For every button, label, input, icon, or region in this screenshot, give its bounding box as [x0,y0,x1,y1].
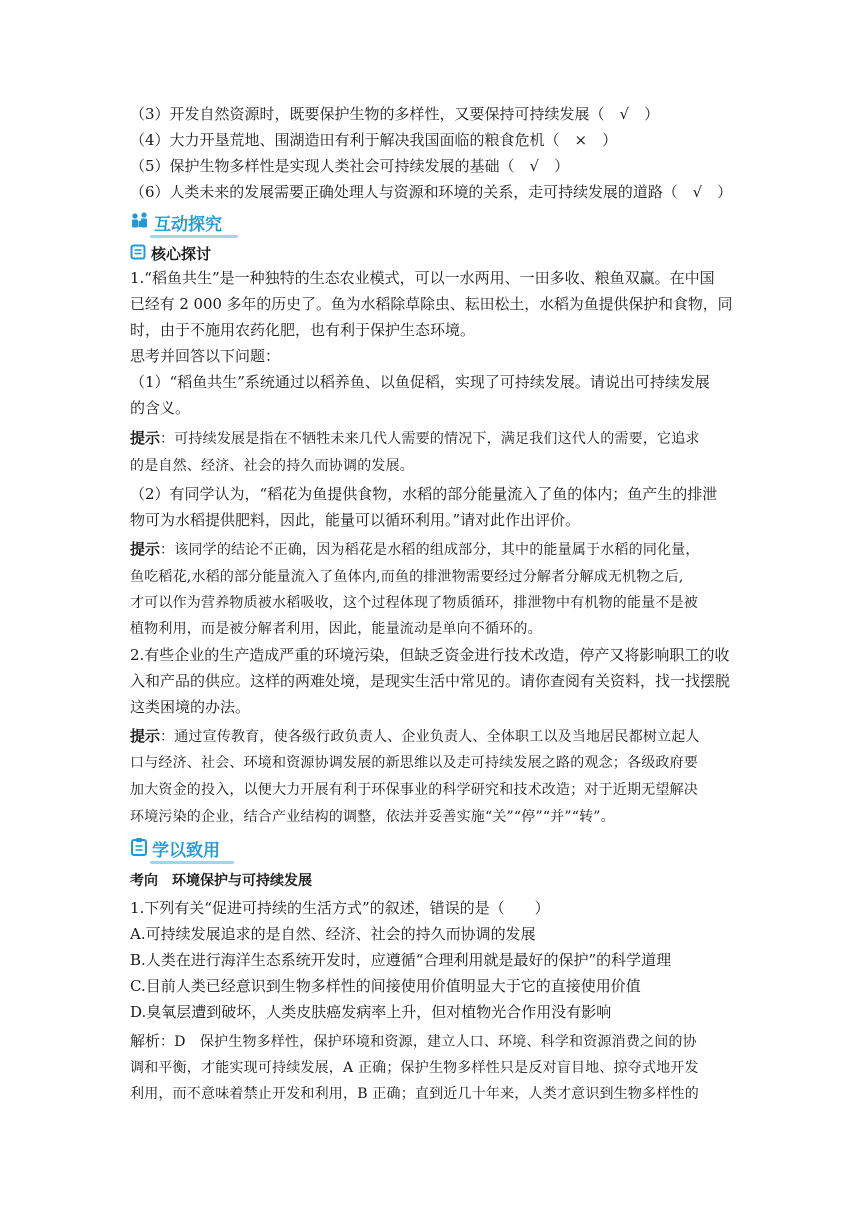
judge-item-6: （6）人类未来的发展需要正确处理人与资源和环境的关系，走可持续发展的道路（ √ ） [130,183,733,201]
topic-title: 考向 环境保护与可持续发展 [130,873,312,889]
analysis-line-3: 利用，而不意味着禁止开发和利用，B 正确；直到近几十年来，人类才意识到生物多样性的 [130,1086,699,1102]
judge-item-5: （5）保护生物多样性是实现人类社会可持续发展的基础（ √ ） [130,157,570,175]
hint-label: 提示 [130,727,161,745]
hint-text: ：可持续发展是指在不牺牲未来几代人需要的情况下，满足我们这代人的需要，它追求 [160,431,700,447]
mcq-option-a: A.可持续发展追求的是自然、经济、社会的持久而协调的发展 [130,925,536,943]
subsection-title-core [130,243,211,264]
hint1-line-1 [130,428,700,449]
judge-item-4: （4）大力开垦荒地、围湖造田有利于解决我国面临的粮食危机（ × ） [130,131,618,149]
section-title-apply [130,836,220,861]
hint2-line-3: 才可以作为营养物质被水稻吸收，这个过程体现了物质循环，排泄物中有机物的能量不是被 [130,595,698,611]
analysis-text: ：D 保护生物多样性，保护环境和资源，建立人口、环境、科学和资源消费之间的协 [160,1034,697,1050]
title-underline [150,861,234,864]
hint-text: ：通过宣传教育，使各级行政负责人、企业负责人、全体职工以及当地居民都树立起人 [160,729,700,745]
q2-line-3: 这类困境的办法。 [130,698,251,716]
hint3-line-1 [130,726,700,747]
hint3-line-4: 环境污染的企业，结合产业结构的调整，依法并妥善实施“关”“停”“并”“转”。 [130,809,615,825]
q1-1-line-2: 的含义。 [130,399,191,417]
hint-text: ：该同学的结论不正确，因为稻花是水稻的组成部分，其中的能量属于水稻的同化量， [160,542,700,558]
q1-line-2: 已经有 2 000 多年的历史了。鱼为水稻除草除虫、耘田松土，水稻为鱼提供保护和食物，同 [130,295,733,313]
book-icon [130,244,146,264]
mcq-option-c: C.目前人类已经意识到生物多样性的间接使用价值明显大于它的直接使用价值 [130,977,641,995]
think-prompt: 思考并回答以下问题： [130,347,281,365]
hint1-line-2: 的是自然、经济、社会的持久而协调的发展。 [130,458,414,474]
q1-2-line-2: 物可为水稻提供肥料，因此，能量可以循环利用。”请对此作出评价。 [130,511,581,529]
hint2-line-2: 鱼吃稻花,水稻的部分能量流入了鱼体内,而鱼的排泄物需要经过分解者分解成无机物之后, [130,569,684,585]
hint2-line-4: 植物利用，而是被分解者利用，因此，能量流动是单向不循环的。 [130,621,542,637]
analysis-line-1 [130,1031,697,1052]
mcq-option-d: D.臭氧层遭到破坏，人类皮肤癌发病率上升，但对植物光合作用没有影响 [130,1003,612,1021]
q1-2-line-1: （2）有同学认为，“稻花为鱼提供食物，水稻的部分能量流入了鱼的体内；鱼产生的排泄 [130,485,718,503]
judge-item-3: （3）开发自然资源时，既要保护生物的多样性，又要保持可持续发展（ √ ） [130,105,660,123]
hint-label: 提示 [130,429,161,447]
section-title-text: 学以致用 [152,841,220,861]
q1-line-1: 1.“稻鱼共生”是一种独特的生态农业模式，可以一水两用、一田多收、粮鱼双赢。在中国 [130,269,715,287]
q2-line-1: 2.有些企业的生产造成严重的环境污染，但缺乏资金进行技术改造，停产又将影响职工的收 [130,646,730,664]
hint3-line-2: 口与经济、社会、环境和资源协调发展的新思维以及走可持续发展之路的观念；各级政府要 [130,755,698,771]
analysis-label: 解析 [130,1032,161,1050]
clipboard-icon [130,837,148,861]
subsection-title-text: 核心探讨 [151,245,212,263]
hint2-line-1 [130,539,700,560]
mcq-option-b: B.人类在进行海洋生态系统开发时，应遵循“合理利用就是最好的保护”的科学道理 [130,951,672,969]
mcq-stem: 1.下列有关“促进可持续的生活方式”的叙述，错误的是（ ） [130,899,550,917]
q1-line-3: 时，由于不施用农药化肥，也有利于保护生态环境。 [130,321,476,339]
section-title-interactive-inquiry [130,210,222,235]
hint3-line-3: 加大资金的投入，以便大力开展有利于环保事业的科学研究和技术改造；对于近期无望解决 [130,782,698,798]
people-icon [130,211,150,234]
hint-label: 提示 [130,540,161,558]
title-underline [150,235,238,238]
q2-line-2: 入和产品的供应。这样的两难处境，是现实生活中常见的。请你查阅有关资料，找一找摆脱 [130,672,731,690]
analysis-line-2: 调和平衡，才能实现可持续发展，A 正确；保护生物多样性只是反对盲目地、掠夺式地开发 [130,1060,699,1076]
section-title-text: 互动探究 [154,215,222,235]
q1-1-line-1: （1）“稻鱼共生”系统通过以稻养鱼、以鱼促稻，实现了可持续发展。请说出可持续发展 [130,373,710,391]
